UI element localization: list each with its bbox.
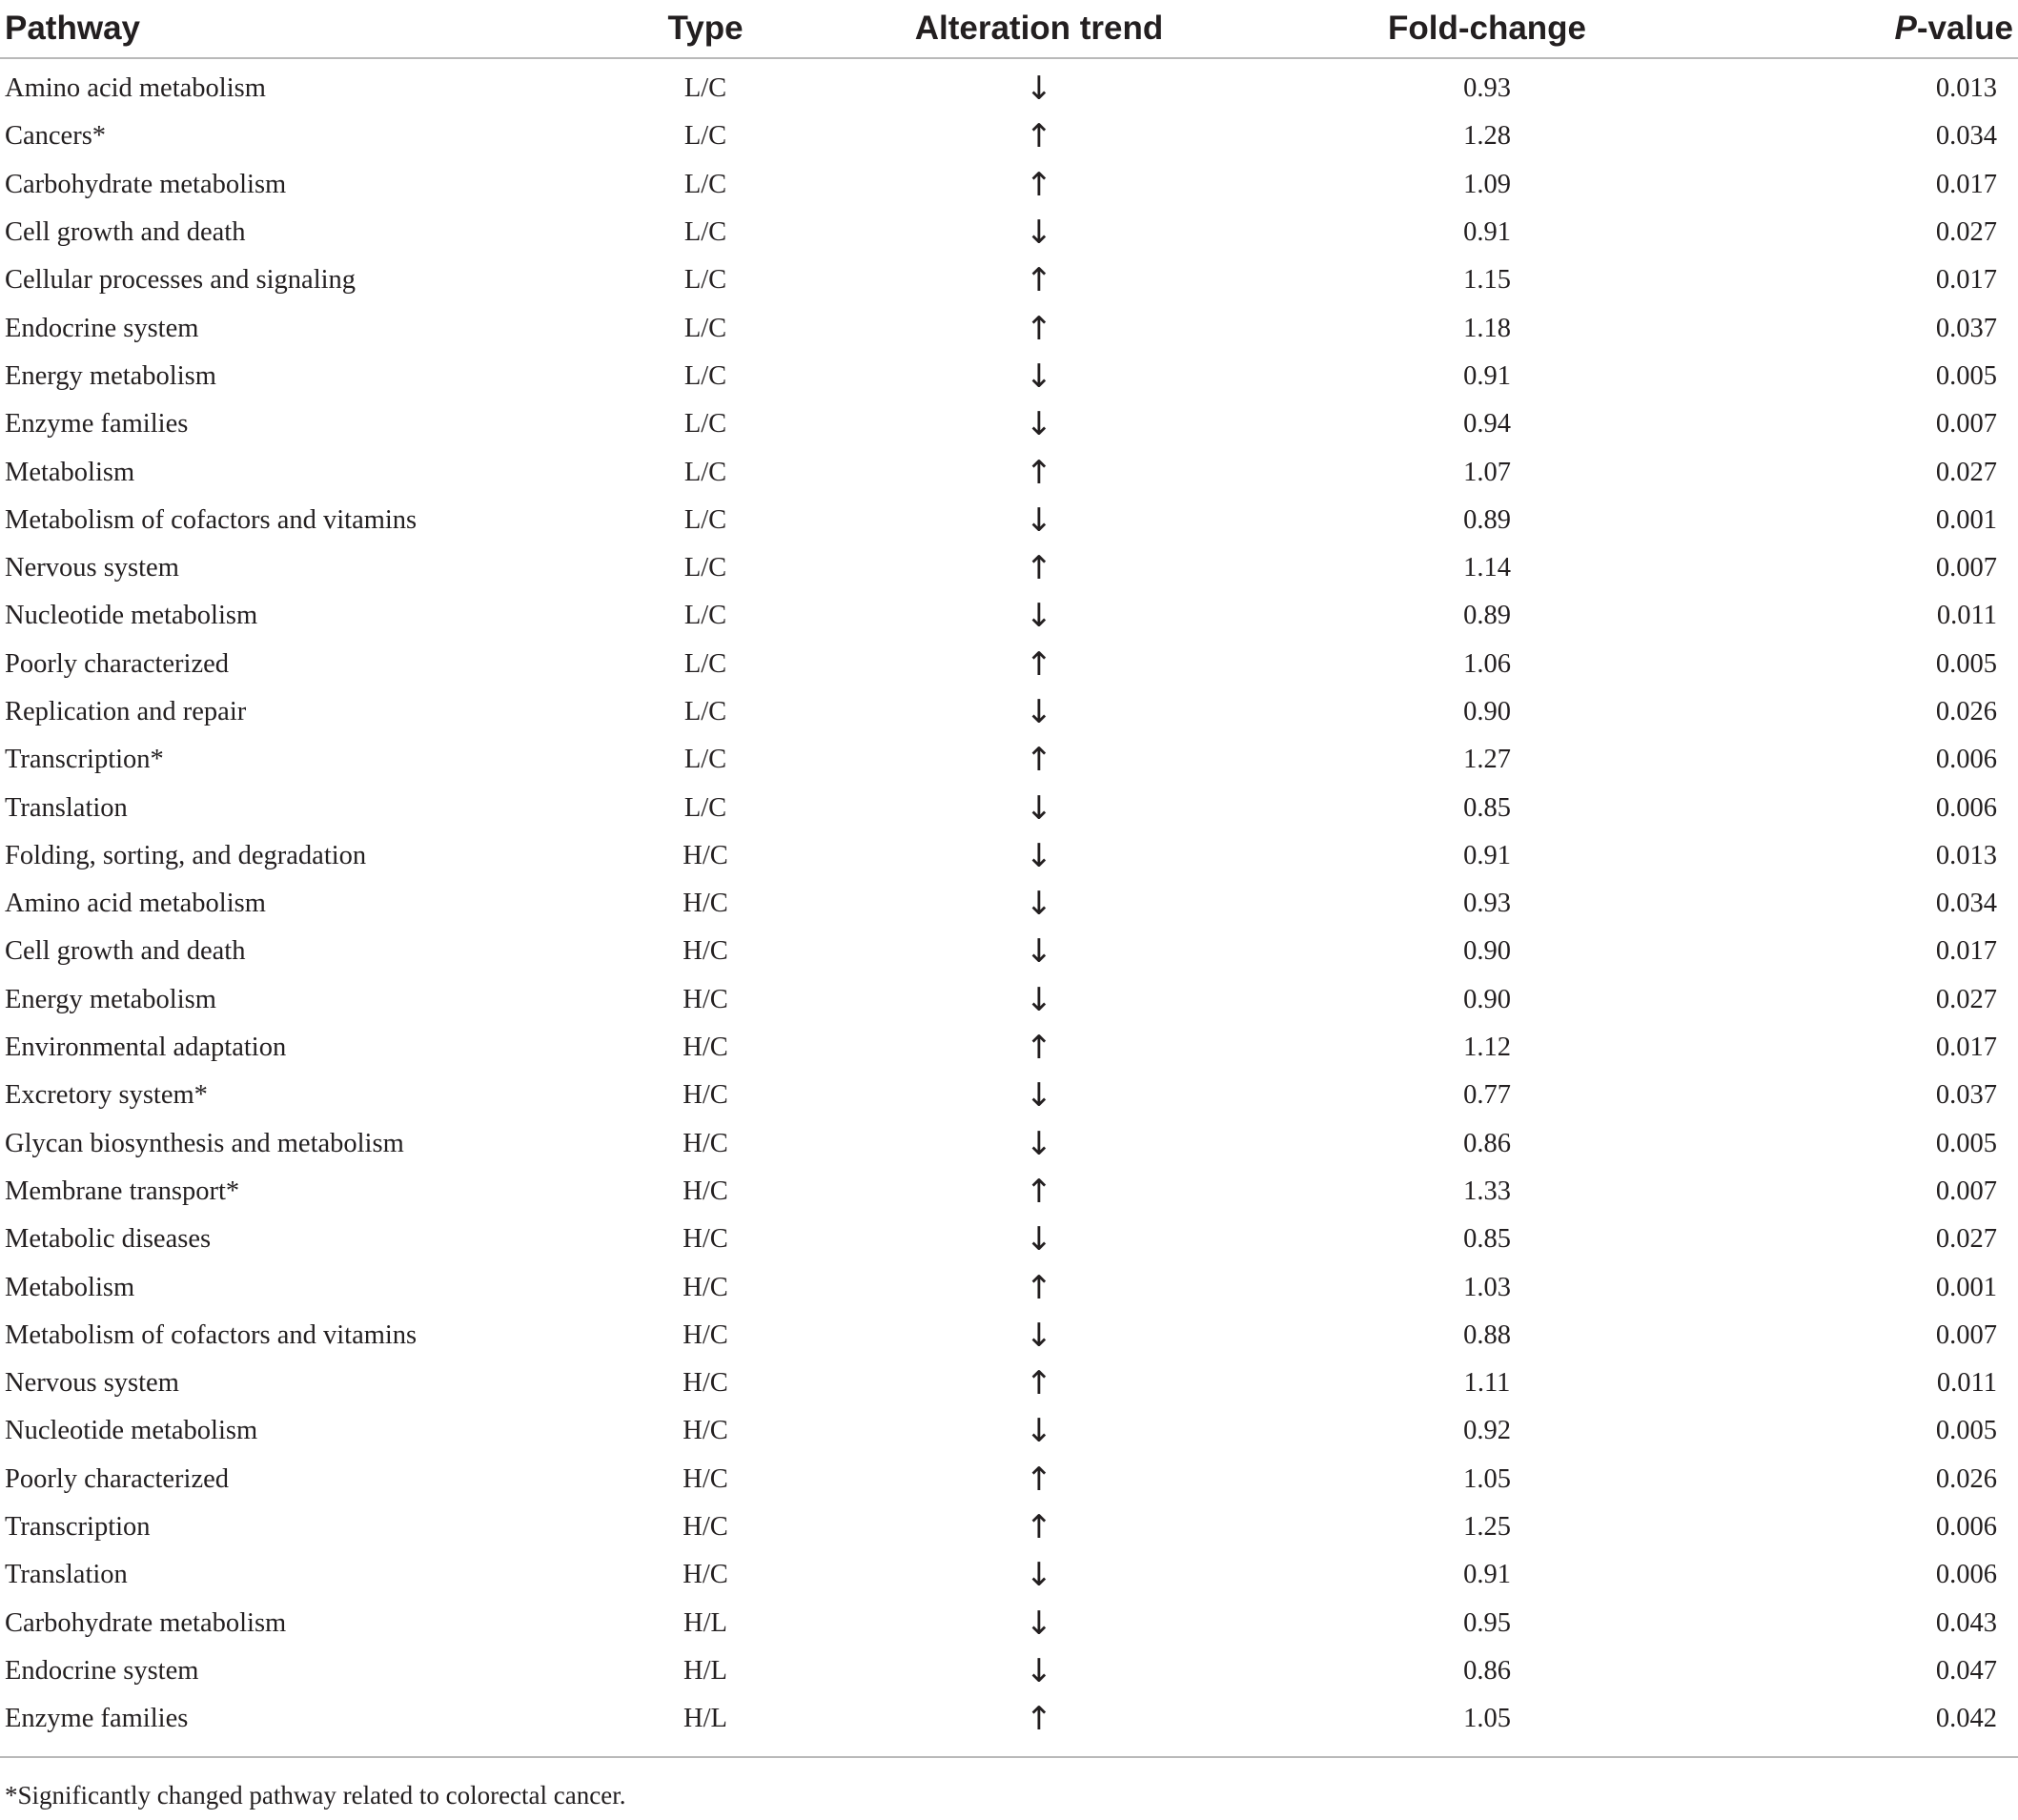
table-row <box>0 1600 2018 1647</box>
cell-pathway: Replication and repair <box>5 697 247 726</box>
cell-type: L/C <box>683 121 727 152</box>
cell-p-value: 0.027 <box>1935 1224 1997 1255</box>
cell-alteration-trend: ↓ <box>1025 1651 1053 1690</box>
cell-pathway: Energy metabolism <box>5 360 216 391</box>
cell-alteration-trend: ↑ <box>1025 1172 1053 1211</box>
table-row <box>0 544 2018 592</box>
header-p-rest: -value <box>1916 10 2013 47</box>
table-row <box>0 928 2018 975</box>
cell-fold-change: 0.85 <box>1463 1224 1511 1255</box>
table-row <box>0 1168 2018 1216</box>
cell-type: L/C <box>683 169 727 199</box>
cell-p-value: 0.005 <box>1935 648 1997 679</box>
cell-alteration-trend: ↑ <box>1025 453 1053 492</box>
cell-type: H/C <box>683 1272 728 1302</box>
cell-fold-change: 1.33 <box>1463 1176 1511 1206</box>
cell-type: H/C <box>683 1512 728 1543</box>
table-row <box>0 304 2018 352</box>
cell-alteration-trend: ↓ <box>1025 1412 1053 1451</box>
cell-type: L/C <box>683 504 727 535</box>
cell-p-value: 0.017 <box>1935 265 1997 296</box>
cell-p-value: 0.006 <box>1935 1512 1997 1543</box>
cell-fold-change: 0.86 <box>1463 1128 1511 1158</box>
cell-p-value: 0.011 <box>1936 1368 1997 1399</box>
cell-type: H/L <box>683 1607 727 1638</box>
cell-fold-change: 0.91 <box>1463 217 1511 248</box>
cell-type: L/C <box>683 265 727 296</box>
cell-alteration-trend: ↓ <box>1025 1220 1053 1259</box>
cell-p-value: 0.013 <box>1935 73 1997 104</box>
table-footnote: *Significantly changed pathway related to colorectal cancer. <box>5 1781 626 1810</box>
cell-alteration-trend: ↑ <box>1025 741 1053 780</box>
cell-fold-change: 1.27 <box>1463 745 1511 775</box>
header-alteration-trend: Alteration trend <box>839 0 1258 58</box>
cell-fold-change: 1.28 <box>1463 121 1511 152</box>
cell-pathway: Nucleotide metabolism <box>5 1416 258 1446</box>
cell-alteration-trend: ↑ <box>1025 549 1053 588</box>
cell-type: L/C <box>683 601 727 631</box>
cell-alteration-trend: ↓ <box>1025 357 1053 396</box>
cell-fold-change: 0.86 <box>1463 1655 1511 1686</box>
cell-type: H/C <box>683 889 728 919</box>
cell-p-value: 0.007 <box>1935 553 1997 583</box>
cell-fold-change: 1.11 <box>1463 1368 1511 1399</box>
cell-fold-change: 0.88 <box>1463 1319 1511 1350</box>
cell-p-value: 0.043 <box>1935 1607 1997 1638</box>
table-row <box>0 112 2018 160</box>
cell-p-value: 0.005 <box>1935 1128 1997 1158</box>
cell-fold-change: 1.18 <box>1463 313 1511 343</box>
header-fold-change: Fold-change <box>1258 0 1735 58</box>
table-row <box>0 448 2018 496</box>
table-row <box>0 976 2018 1024</box>
cell-pathway: Metabolism of cofactors and vitamins <box>5 504 418 535</box>
cell-p-value: 0.007 <box>1935 1319 1997 1350</box>
cell-fold-change: 0.90 <box>1463 697 1511 726</box>
cell-fold-change: 1.14 <box>1463 553 1511 583</box>
cell-fold-change: 0.77 <box>1463 1080 1511 1111</box>
cell-type: H/L <box>683 1704 727 1734</box>
cell-pathway: Nervous system <box>5 1368 179 1399</box>
cell-type: H/C <box>683 1368 728 1399</box>
cell-pathway: Cell growth and death <box>5 936 246 967</box>
cell-p-value: 0.001 <box>1935 1272 1997 1302</box>
cell-alteration-trend: ↑ <box>1025 1700 1053 1739</box>
cell-type: L/C <box>683 792 727 823</box>
cell-pathway: Poorly characterized <box>5 1463 229 1494</box>
cell-p-value: 0.017 <box>1935 936 1997 967</box>
table-row <box>0 880 2018 928</box>
table-row <box>0 1503 2018 1551</box>
cell-type: H/C <box>683 1080 728 1111</box>
cell-pathway: Nucleotide metabolism <box>5 601 258 631</box>
table-row <box>0 1312 2018 1360</box>
cell-pathway: Metabolism <box>5 1272 135 1302</box>
cell-pathway: Excretory system* <box>5 1080 208 1111</box>
table-header <box>0 0 2018 58</box>
cell-type: H/C <box>683 1560 728 1590</box>
table-row <box>0 832 2018 880</box>
cell-pathway: Endocrine system <box>5 313 199 343</box>
cell-alteration-trend: ↑ <box>1025 309 1053 348</box>
cell-type: H/C <box>683 1033 728 1063</box>
cell-p-value: 0.005 <box>1935 1416 1997 1446</box>
cell-type: L/C <box>683 697 727 726</box>
cell-pathway: Cellular processes and signaling <box>5 265 357 296</box>
header-pathway: Pathway <box>0 0 572 58</box>
cell-fold-change: 0.91 <box>1463 360 1511 391</box>
cell-type: H/C <box>683 1128 728 1158</box>
cell-alteration-trend: ↓ <box>1025 932 1053 971</box>
table-row <box>0 1263 2018 1311</box>
cell-p-value: 0.027 <box>1935 217 1997 248</box>
cell-p-value: 0.006 <box>1935 792 1997 823</box>
cell-fold-change: 1.07 <box>1463 457 1511 487</box>
table-row <box>0 592 2018 640</box>
cell-pathway: Metabolic diseases <box>5 1224 212 1255</box>
cell-alteration-trend: ↑ <box>1025 1508 1053 1547</box>
cell-p-value: 0.037 <box>1935 1080 1997 1111</box>
cell-fold-change: 0.91 <box>1463 840 1511 870</box>
table-row <box>0 497 2018 544</box>
cell-fold-change: 0.95 <box>1463 1607 1511 1638</box>
cell-type: H/C <box>683 1224 728 1255</box>
cell-p-value: 0.034 <box>1935 121 1997 152</box>
header-row <box>0 0 2018 58</box>
bottom-rule <box>0 1743 2018 1757</box>
cell-type: L/C <box>683 409 727 440</box>
cell-alteration-trend: ↓ <box>1025 1556 1053 1595</box>
cell-pathway: Metabolism of cofactors and vitamins <box>5 1319 418 1350</box>
cell-pathway: Folding, sorting, and degradation <box>5 840 367 870</box>
cell-fold-change: 0.93 <box>1463 73 1511 104</box>
cell-alteration-trend: ↓ <box>1025 1076 1053 1115</box>
cell-p-value: 0.007 <box>1935 1176 1997 1206</box>
cell-p-value: 0.037 <box>1935 313 1997 343</box>
cell-type: H/C <box>683 1319 728 1350</box>
cell-pathway: Glycan biosynthesis and metabolism <box>5 1128 404 1158</box>
cell-alteration-trend: ↑ <box>1025 1364 1053 1403</box>
table-row <box>0 1407 2018 1455</box>
cell-fold-change: 0.85 <box>1463 792 1511 823</box>
cell-type: L/C <box>683 217 727 248</box>
cell-fold-change: 1.06 <box>1463 648 1511 679</box>
cell-type: H/L <box>683 1655 727 1686</box>
cell-p-value: 0.027 <box>1935 457 1997 487</box>
cell-type: H/C <box>683 1416 728 1446</box>
cell-pathway: Cell growth and death <box>5 217 246 248</box>
table-row <box>0 256 2018 304</box>
cell-p-value: 0.027 <box>1935 984 1997 1014</box>
cell-type: L/C <box>683 457 727 487</box>
cell-pathway: Poorly characterized <box>5 648 229 679</box>
cell-p-value: 0.006 <box>1935 745 1997 775</box>
cell-fold-change: 1.03 <box>1463 1272 1511 1302</box>
cell-type: L/C <box>683 648 727 679</box>
table-row <box>0 353 2018 400</box>
cell-type: L/C <box>683 313 727 343</box>
table-row <box>0 1360 2018 1407</box>
table-row <box>0 161 2018 209</box>
cell-p-value: 0.005 <box>1935 360 1997 391</box>
cell-p-value: 0.017 <box>1935 1033 1997 1063</box>
cell-type: L/C <box>683 360 727 391</box>
cell-fold-change: 0.89 <box>1463 601 1511 631</box>
cell-pathway: Translation <box>5 792 128 823</box>
cell-alteration-trend: ↓ <box>1025 788 1053 828</box>
cell-alteration-trend: ↑ <box>1025 117 1053 156</box>
cell-fold-change: 0.93 <box>1463 889 1511 919</box>
cell-pathway: Carbohydrate metabolism <box>5 169 287 199</box>
cell-alteration-trend: ↓ <box>1025 885 1053 924</box>
table-row <box>0 784 2018 831</box>
cell-fold-change: 1.25 <box>1463 1512 1511 1543</box>
cell-alteration-trend: ↑ <box>1025 1029 1053 1068</box>
table-row <box>0 1695 2018 1743</box>
cell-pathway: Cancers* <box>5 121 107 152</box>
table-row <box>0 641 2018 688</box>
table-row <box>0 1456 2018 1503</box>
cell-fold-change: 1.12 <box>1463 1033 1511 1063</box>
header-type: Type <box>572 0 839 58</box>
cell-p-value: 0.026 <box>1935 1463 1997 1494</box>
cell-alteration-trend: ↓ <box>1025 501 1053 540</box>
cell-alteration-trend: ↓ <box>1025 597 1053 636</box>
header-spacer <box>0 58 2018 65</box>
cell-pathway: Energy metabolism <box>5 984 216 1014</box>
cell-pathway: Enzyme families <box>5 1704 189 1734</box>
cell-alteration-trend: ↓ <box>1025 1316 1053 1355</box>
cell-p-value: 0.001 <box>1935 504 1997 535</box>
cell-pathway: Metabolism <box>5 457 135 487</box>
cell-type: L/C <box>683 73 727 104</box>
cell-alteration-trend: ↓ <box>1025 693 1053 731</box>
cell-type: H/C <box>683 840 728 870</box>
cell-type: H/C <box>683 1463 728 1494</box>
cell-p-value: 0.011 <box>1936 601 1997 631</box>
cell-p-value: 0.047 <box>1935 1655 1997 1686</box>
table-row <box>0 1216 2018 1263</box>
table-row <box>0 1551 2018 1599</box>
table-row <box>0 736 2018 784</box>
cell-alteration-trend: ↑ <box>1025 644 1053 684</box>
cell-alteration-trend: ↓ <box>1025 1124 1053 1163</box>
cell-fold-change: 1.05 <box>1463 1704 1511 1734</box>
cell-type: L/C <box>683 553 727 583</box>
cell-pathway: Nervous system <box>5 553 179 583</box>
cell-pathway: Membrane transport* <box>5 1176 240 1206</box>
cell-pathway: Amino acid metabolism <box>5 73 266 104</box>
table-row <box>0 1072 2018 1119</box>
table-row <box>0 400 2018 448</box>
cell-fold-change: 1.15 <box>1463 265 1511 296</box>
cell-type: H/C <box>683 936 728 967</box>
cell-p-value: 0.013 <box>1935 840 1997 870</box>
cell-alteration-trend: ↓ <box>1025 214 1053 253</box>
table-body <box>0 65 2018 1743</box>
cell-fold-change: 0.89 <box>1463 504 1511 535</box>
cell-type: H/C <box>683 984 728 1014</box>
cell-p-value: 0.006 <box>1935 1560 1997 1590</box>
table-row <box>0 209 2018 256</box>
cell-p-value: 0.017 <box>1935 169 1997 199</box>
cell-p-value: 0.026 <box>1935 697 1997 726</box>
cell-alteration-trend: ↓ <box>1025 980 1053 1019</box>
table-row <box>0 65 2018 112</box>
cell-pathway: Translation <box>5 1560 128 1590</box>
cell-pathway: Transcription <box>5 1512 151 1543</box>
cell-pathway: Carbohydrate metabolism <box>5 1607 287 1638</box>
cell-fold-change: 0.92 <box>1463 1416 1511 1446</box>
table-row <box>0 1024 2018 1072</box>
cell-alteration-trend: ↓ <box>1025 405 1053 444</box>
cell-alteration-trend: ↑ <box>1025 165 1053 204</box>
cell-pathway: Amino acid metabolism <box>5 889 266 919</box>
cell-fold-change: 0.94 <box>1463 409 1511 440</box>
cell-pathway: Transcription* <box>5 745 164 775</box>
table-row <box>0 688 2018 736</box>
cell-alteration-trend: ↑ <box>1025 1460 1053 1499</box>
cell-fold-change: 0.91 <box>1463 1560 1511 1590</box>
table-row <box>0 1647 2018 1695</box>
cell-pathway: Endocrine system <box>5 1655 199 1686</box>
cell-pathway: Enzyme families <box>5 409 189 440</box>
cell-p-value: 0.034 <box>1935 889 1997 919</box>
cell-alteration-trend: ↓ <box>1025 70 1053 109</box>
cell-type: H/C <box>683 1176 728 1206</box>
header-p-value <box>1735 0 2018 58</box>
cell-type: L/C <box>683 745 727 775</box>
cell-fold-change: 0.90 <box>1463 984 1511 1014</box>
cell-fold-change: 1.09 <box>1463 169 1511 199</box>
cell-alteration-trend: ↓ <box>1025 836 1053 875</box>
cell-alteration-trend: ↑ <box>1025 1268 1053 1307</box>
cell-alteration-trend: ↓ <box>1025 1604 1053 1643</box>
table-row <box>0 1120 2018 1168</box>
cell-pathway: Environmental adaptation <box>5 1033 287 1063</box>
cell-alteration-trend: ↑ <box>1025 261 1053 300</box>
cell-p-value: 0.042 <box>1935 1704 1997 1734</box>
cell-p-value: 0.007 <box>1935 409 1997 440</box>
header-p-italic: P <box>1894 10 1917 47</box>
cell-fold-change: 0.90 <box>1463 936 1511 967</box>
cell-fold-change: 1.05 <box>1463 1463 1511 1494</box>
